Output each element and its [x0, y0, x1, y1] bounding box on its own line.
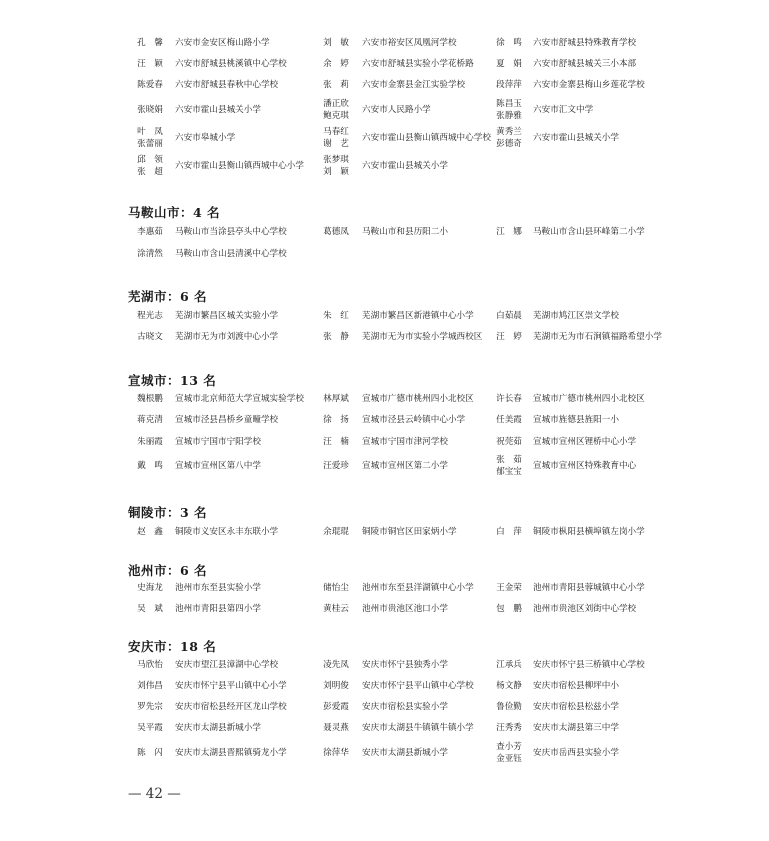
awardee-name: 徐 鸣	[496, 38, 522, 48]
school-name: 六安市霍山县城关小学	[362, 161, 448, 171]
awardee-name: 汪秀秀	[496, 723, 522, 733]
school-name: 安庆市望江县漳湖中心学校	[175, 660, 279, 670]
school-name: 安庆市太湖县新城小学	[362, 748, 448, 758]
school-name: 芜湖市繁昌区城关实验小学	[175, 311, 279, 321]
school-name: 安庆市怀宁县平山镇中心学校	[362, 681, 474, 691]
school-name: 芜湖市无为市实验小学城西校区	[362, 332, 483, 342]
school-name: 六安市舒城县春秋中心学校	[175, 80, 279, 90]
school-name: 安庆市宿松县实验小学	[362, 702, 448, 712]
awardee-name: 江承兵	[496, 660, 522, 670]
awardee-name: 杨文静	[496, 681, 522, 691]
awardee-name: 余 婷	[323, 59, 349, 69]
school-name: 安庆市宿松县松兹小学	[533, 702, 619, 712]
awardee-name: 王金荣	[496, 583, 522, 593]
awardee-name: 葛德凤	[323, 227, 349, 237]
awardee-name: 聂灵燕	[323, 723, 349, 733]
awardee-name: 张 莉	[323, 80, 349, 90]
awardee-name: 鲁俭勤	[496, 702, 522, 712]
school-name: 六安市舒城县桃溪镇中心学校	[175, 59, 287, 69]
school-name: 六安市舒城县实验小学花桥路	[362, 59, 474, 69]
awardee-name: 史海龙	[137, 583, 163, 593]
school-name: 马鞍山市和县历阳二小	[362, 227, 448, 237]
school-name: 六安市霍山县衡山镇西城中心小学	[175, 161, 304, 171]
school-name: 六安市舒城县城关三小本部	[533, 59, 637, 69]
school-name: 六安市人民路小学	[362, 105, 431, 115]
school-name: 安庆市宿松县经开区龙山学校	[175, 702, 287, 712]
awardee-name: 罗先宗	[137, 702, 163, 712]
awardee-name: 张梦琪 刘 颖	[323, 155, 349, 177]
school-name: 宣城市泾县昌桥乡童疃学校	[175, 415, 279, 425]
school-name: 马鞍山市当涂县亭头中心学校	[175, 227, 287, 237]
awardee-name: 吴 斌	[137, 604, 163, 614]
school-name: 铜陵市义安区永丰东联小学	[175, 527, 279, 537]
section-heading: 池州市：6 名	[128, 563, 208, 578]
school-name: 芜湖市繁昌区新港镇中心小学	[362, 311, 474, 321]
awardee-name: 徐萍华	[323, 748, 349, 758]
awardee-name: 林厚斌	[323, 394, 349, 404]
school-name: 铜陵市枞阳县横埠镇左岗小学	[533, 527, 645, 537]
school-name: 六安市金寨县梅山乡莲花学校	[533, 80, 645, 90]
school-name: 安庆市怀宁县三桥镇中心学校	[533, 660, 645, 670]
awardee-name: 祝莞茹	[496, 437, 522, 447]
awardee-name: 古晓文	[137, 332, 163, 342]
school-name: 马鞍山市含山县清溪中心学校	[175, 249, 287, 259]
section-heading: 安庆市：18 名	[128, 639, 217, 654]
school-name: 宣城市宣州区特殊教育中心	[533, 461, 637, 471]
awardee-name: 朱 红	[323, 311, 349, 321]
school-name: 安庆市太湖县晋熙镇骑龙小学	[175, 748, 287, 758]
awardee-name: 包 鹏	[496, 604, 522, 614]
school-name: 安庆市太湖县牛镇镇牛镇小学	[362, 723, 474, 733]
awardee-name: 凌先凤	[323, 660, 349, 670]
school-name: 宣城市宁国市宁阳学校	[175, 437, 261, 447]
school-name: 安庆市太湖县新城小学	[175, 723, 261, 733]
school-name: 芜湖市无为市石涧镇福路希望小学	[533, 332, 662, 342]
school-name: 宣城市旌德县旌阳一小	[533, 415, 619, 425]
awardee-name: 徐 扬	[323, 415, 349, 425]
school-name: 六安市皋城小学	[175, 133, 236, 143]
awardee-name: 黄桂云	[323, 604, 349, 614]
awardee-name: 汪爱珍	[323, 461, 349, 471]
awardee-name: 李惠茹	[137, 227, 163, 237]
school-name: 铜陵市铜官区田家炳小学	[362, 527, 457, 537]
school-name: 宣城市宁国市津河学校	[362, 437, 448, 447]
awardee-name: 吴平霞	[137, 723, 163, 733]
awardee-name: 朱丽霞	[137, 437, 163, 447]
awardee-name: 陈昌玉 张静雅	[496, 99, 522, 121]
school-name: 六安市金安区梅山路小学	[175, 38, 270, 48]
awardee-name: 许长春	[496, 394, 522, 404]
school-name: 宣城市泾县云岭镇中心小学	[362, 415, 466, 425]
school-name: 安庆市宿松县柳坪中小	[533, 681, 619, 691]
school-name: 芜湖市鸠江区崇文学校	[533, 311, 619, 321]
awardee-name: 任美霞	[496, 415, 522, 425]
awardee-name: 刘伟昌	[137, 681, 163, 691]
awardee-name: 马春红 谢 艺	[323, 127, 349, 149]
awardee-name: 黄秀兰 彭德奇	[496, 127, 522, 149]
school-name: 安庆市怀宁县独秀小学	[362, 660, 448, 670]
awardee-name: 戴 鸣	[137, 461, 163, 471]
awardee-name: 查小芳 金亚钰	[496, 742, 522, 764]
awardee-name: 邱 领 张 超	[137, 155, 163, 177]
section-heading: 马鞍山市：4 名	[128, 205, 221, 220]
school-name: 池州市青阳县第四小学	[175, 604, 261, 614]
school-name: 池州市贵池区刘街中心学校	[533, 604, 637, 614]
school-name: 六安市霍山县城关小学	[175, 105, 261, 115]
awardee-name: 张 静	[323, 332, 349, 342]
school-name: 宣城市宣州区第八中学	[175, 461, 261, 471]
school-name: 宣城市宣州区第二小学	[362, 461, 448, 471]
awardee-name: 段萍萍	[496, 80, 522, 90]
school-name: 六安市金寨县金江实验学校	[362, 80, 466, 90]
awardee-name: 白茹晨	[496, 311, 522, 321]
awardee-name: 彭爱霞	[323, 702, 349, 712]
school-name: 宣城市宣州区锂桥中心小学	[533, 437, 637, 447]
school-name: 马鞍山市含山县环峰第二小学	[533, 227, 645, 237]
section-heading: 宣城市：13 名	[128, 373, 217, 388]
awardee-name: 夏 娟	[496, 59, 522, 69]
awardee-name: 涂清然	[137, 249, 163, 259]
school-name: 池州市贵池区池口小学	[362, 604, 448, 614]
section-heading: 芜湖市：6 名	[128, 289, 208, 304]
school-name: 六安市霍山县衡山镇西城中心学校	[362, 133, 491, 143]
school-name: 六安市裕安区凤凰河学校	[362, 38, 457, 48]
awardee-name: 刘明俊	[323, 681, 349, 691]
page-number: — 42 —	[128, 786, 181, 802]
awardee-name: 潘正欣 鲍克琪	[323, 99, 349, 121]
school-name: 六安市霍山县城关小学	[533, 133, 619, 143]
awardee-name: 储怡尘	[323, 583, 349, 593]
awardee-name: 汪 楠	[323, 437, 349, 447]
awardee-name: 汪 婷	[496, 332, 522, 342]
school-name: 芜湖市无为市刘渡中心小学	[175, 332, 279, 342]
awardee-name: 白 萍	[496, 527, 522, 537]
awardee-name: 赵 鑫	[137, 527, 163, 537]
school-name: 六安市舒城县特殊教育学校	[533, 38, 637, 48]
awardee-name: 陈爱春	[137, 80, 163, 90]
awardee-name: 刘 敏	[323, 38, 349, 48]
awardee-name: 汪 颖	[137, 59, 163, 69]
school-name: 宣城市广德市桃州四小北校区	[533, 394, 645, 404]
awardee-name: 程光志	[137, 311, 163, 321]
awardee-name: 马欣怡	[137, 660, 163, 670]
school-name: 池州市青阳县蓉城镇中心小学	[533, 583, 645, 593]
school-name: 六安市汇文中学	[533, 105, 594, 115]
school-name: 安庆市太湖县第三中学	[533, 723, 619, 733]
awardee-name: 张 茹 郁宝宝	[496, 455, 522, 477]
awardee-name: 孔 馨	[137, 38, 163, 48]
school-name: 安庆市怀宁县平山镇中心小学	[175, 681, 287, 691]
awardee-name: 余琨琨	[323, 527, 349, 537]
school-name: 安庆市岳西县实验小学	[533, 748, 619, 758]
awardee-name: 蒋克清	[137, 415, 163, 425]
school-name: 池州市东至县实验小学	[175, 583, 261, 593]
school-name: 宣城市北京师范大学宣城实验学校	[175, 394, 304, 404]
awardee-name: 张晓娟	[137, 105, 163, 115]
school-name: 池州市东至县洋湖镇中心小学	[362, 583, 474, 593]
school-name: 宣城市广德市桃州四小北校区	[362, 394, 474, 404]
awardee-name: 魏根鹏	[137, 394, 163, 404]
section-heading: 铜陵市：3 名	[128, 505, 208, 520]
awardee-name: 江 娜	[496, 227, 522, 237]
awardee-name: 叶 凤 张蕾丽	[137, 127, 163, 149]
awardee-name: 陈 闪	[137, 748, 163, 758]
